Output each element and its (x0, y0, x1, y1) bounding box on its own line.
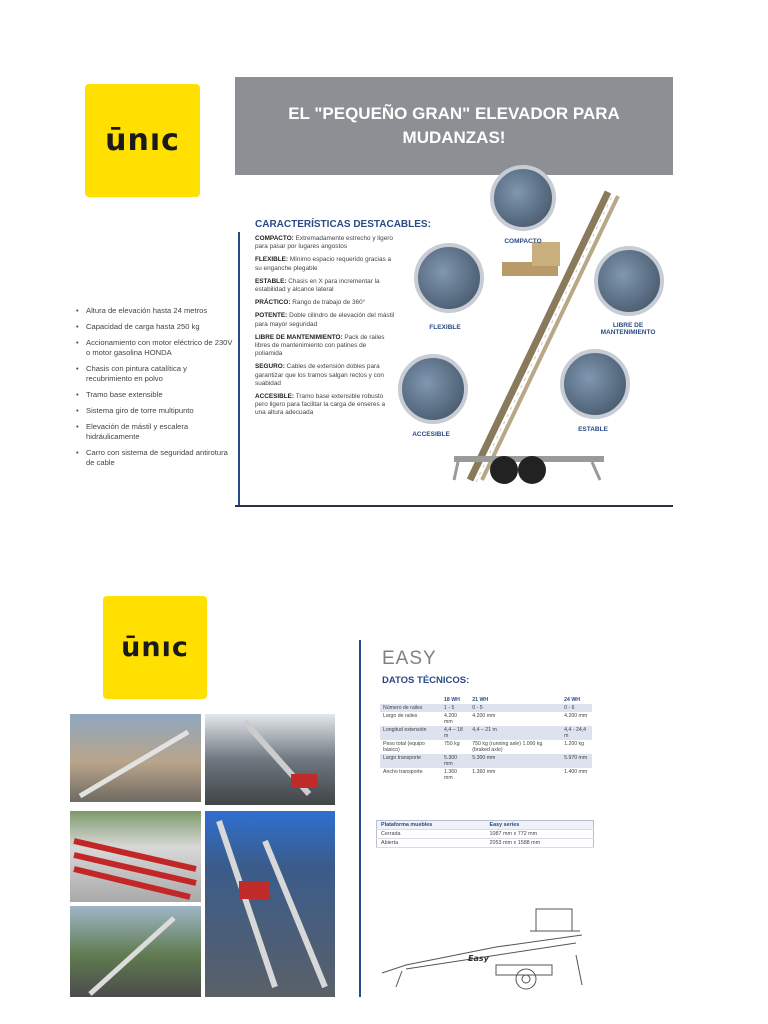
drawing-label: Easy (468, 954, 489, 963)
platform-header-row: Plataforma muebles Easy series (377, 821, 594, 830)
photo-sketch (205, 714, 335, 805)
title-banner (235, 77, 673, 175)
features-list (255, 235, 395, 423)
logo-text: ūnıc (105, 123, 180, 158)
bullet-item: • Elevación de mástil y escalera hidráulicamente (76, 422, 234, 442)
bullet-item: • Tramo base extensible (76, 390, 234, 400)
bottom-rule (235, 505, 673, 507)
unic-logo-top (85, 84, 200, 197)
feature-item: FLEXIBLE: Mínimo espacio requerido gracias a su enganche plegable (255, 256, 392, 272)
feature-item: LIBRE DE MANTENIMIENTO: Pack de railes libres de mantenimiento con patines de poliamida (255, 333, 385, 358)
feature-item: ESTABLE: Chasis en X para incrementar la estabilidad y alcance lateral (255, 277, 380, 294)
bullet-item: • Altura de elevación hasta 24 metros (76, 306, 234, 316)
estable-photo (560, 349, 630, 419)
feature-item: COMPACTO: Extremadamente estrecho y ligero para pasar por lugares angostos (255, 235, 393, 251)
spec-header: 21 WH (472, 697, 489, 703)
bullet-item: • Sistema giro de torre multipunto (76, 406, 234, 416)
spec-header: 24 WH (564, 697, 580, 703)
feature-item: ACCESIBLE: Tramo base extensible robusto pero ligero para facilitar la carga de enseres a una altura adecuada (255, 393, 386, 417)
photo-sketch (205, 811, 335, 997)
photo-sketch (70, 811, 201, 902)
accesible-label: ACCESIBLE (412, 431, 450, 438)
table-row: Número de railes 1 - 5 0 - 5 0 - 6 (380, 704, 592, 712)
table-row: Largo de railes 4.200 mm 4.200 mm 4.200 mm (383, 713, 588, 725)
photo-elevator-garden (70, 906, 201, 997)
table-row: Cerrada 1087 mm x 772 mm (377, 830, 594, 839)
flexible-label: FLEXIBLE (429, 324, 461, 331)
photo-sketch (70, 714, 201, 802)
easy-line-drawing (376, 895, 594, 993)
table-row: Longitud extensión 4,4 – 18 m 4,4 – 21 m 4,4 - 24,4 m (380, 726, 592, 740)
spec-header-row (380, 696, 592, 704)
bullet-item: • Capacidad de carga hasta 250 kg (76, 322, 234, 332)
libre-label: LIBRE DE MANTENIMIENTO (600, 322, 656, 336)
logo-text: ūnıc (121, 632, 189, 663)
feature-item: SEGURO: Cables de extensión dobles para garantizar que los tramos salgan rectos y con suabidad (255, 363, 384, 387)
spec-header (380, 696, 441, 704)
photo-sketch (70, 906, 201, 997)
flexible-photo (414, 243, 484, 313)
bullet-item: • Carro con sistema de seguridad antirotura de cable (76, 448, 234, 468)
ladder-mast (470, 192, 618, 482)
feature-divider-line (238, 232, 240, 507)
features-title: CARACTERÍSTICAS DESTACABLES: (255, 219, 431, 230)
unic-logo-bottom (103, 596, 207, 699)
table-row: Ancho transporte 1.360 mm 1.360 mm 1.400 mm (383, 769, 588, 781)
spec-table (380, 696, 592, 782)
table-row: Peso total (equipo básico) 750 kg 750 kg (running axle) 1.000 kg (braked axle) 1.200 kg (383, 741, 585, 753)
bullet-list (76, 306, 234, 474)
spec-header: 18 WH (444, 697, 460, 703)
photo-elevator-facade (205, 811, 335, 997)
feature-item: PRÁCTICO: Rango de trabajo de 360° (255, 299, 366, 307)
photo-elevator-house (70, 714, 201, 802)
table-row: Largo transporte 5.300 mm 5.300 mm 5.970 mm (380, 754, 592, 768)
libre-photo (594, 246, 664, 316)
compacto-photo (490, 165, 556, 231)
datos-tecnicos-title: DATOS TÉCNICOS: (382, 675, 470, 686)
bullet-item: • Chasis con pintura catalítica y recubrimiento en polvo (76, 364, 234, 384)
estable-label: ESTABLE (578, 426, 608, 433)
table-row: Abierta 2053 mm x 1588 mm (377, 839, 594, 848)
feature-item: POTENTE: Doble cilindro de elevación del mástil para mayor seguridad (255, 312, 395, 328)
model-title: EASY (382, 648, 437, 669)
photo-elevator-building (205, 714, 335, 805)
platform-table (376, 820, 594, 848)
compacto-label: COMPACTO (504, 238, 542, 245)
platform (502, 242, 560, 276)
bullet-item: • Accionamiento con motor eléctrico de 230V o motor gasolina HONDA (76, 338, 234, 358)
banner-title: EL "PEQUEÑO GRAN" ELEVADOR PARA MUDANZAS! (288, 104, 620, 147)
photo-elevator-fleet (70, 811, 201, 902)
accesible-photo (398, 354, 468, 424)
page2-divider-line (359, 640, 361, 997)
